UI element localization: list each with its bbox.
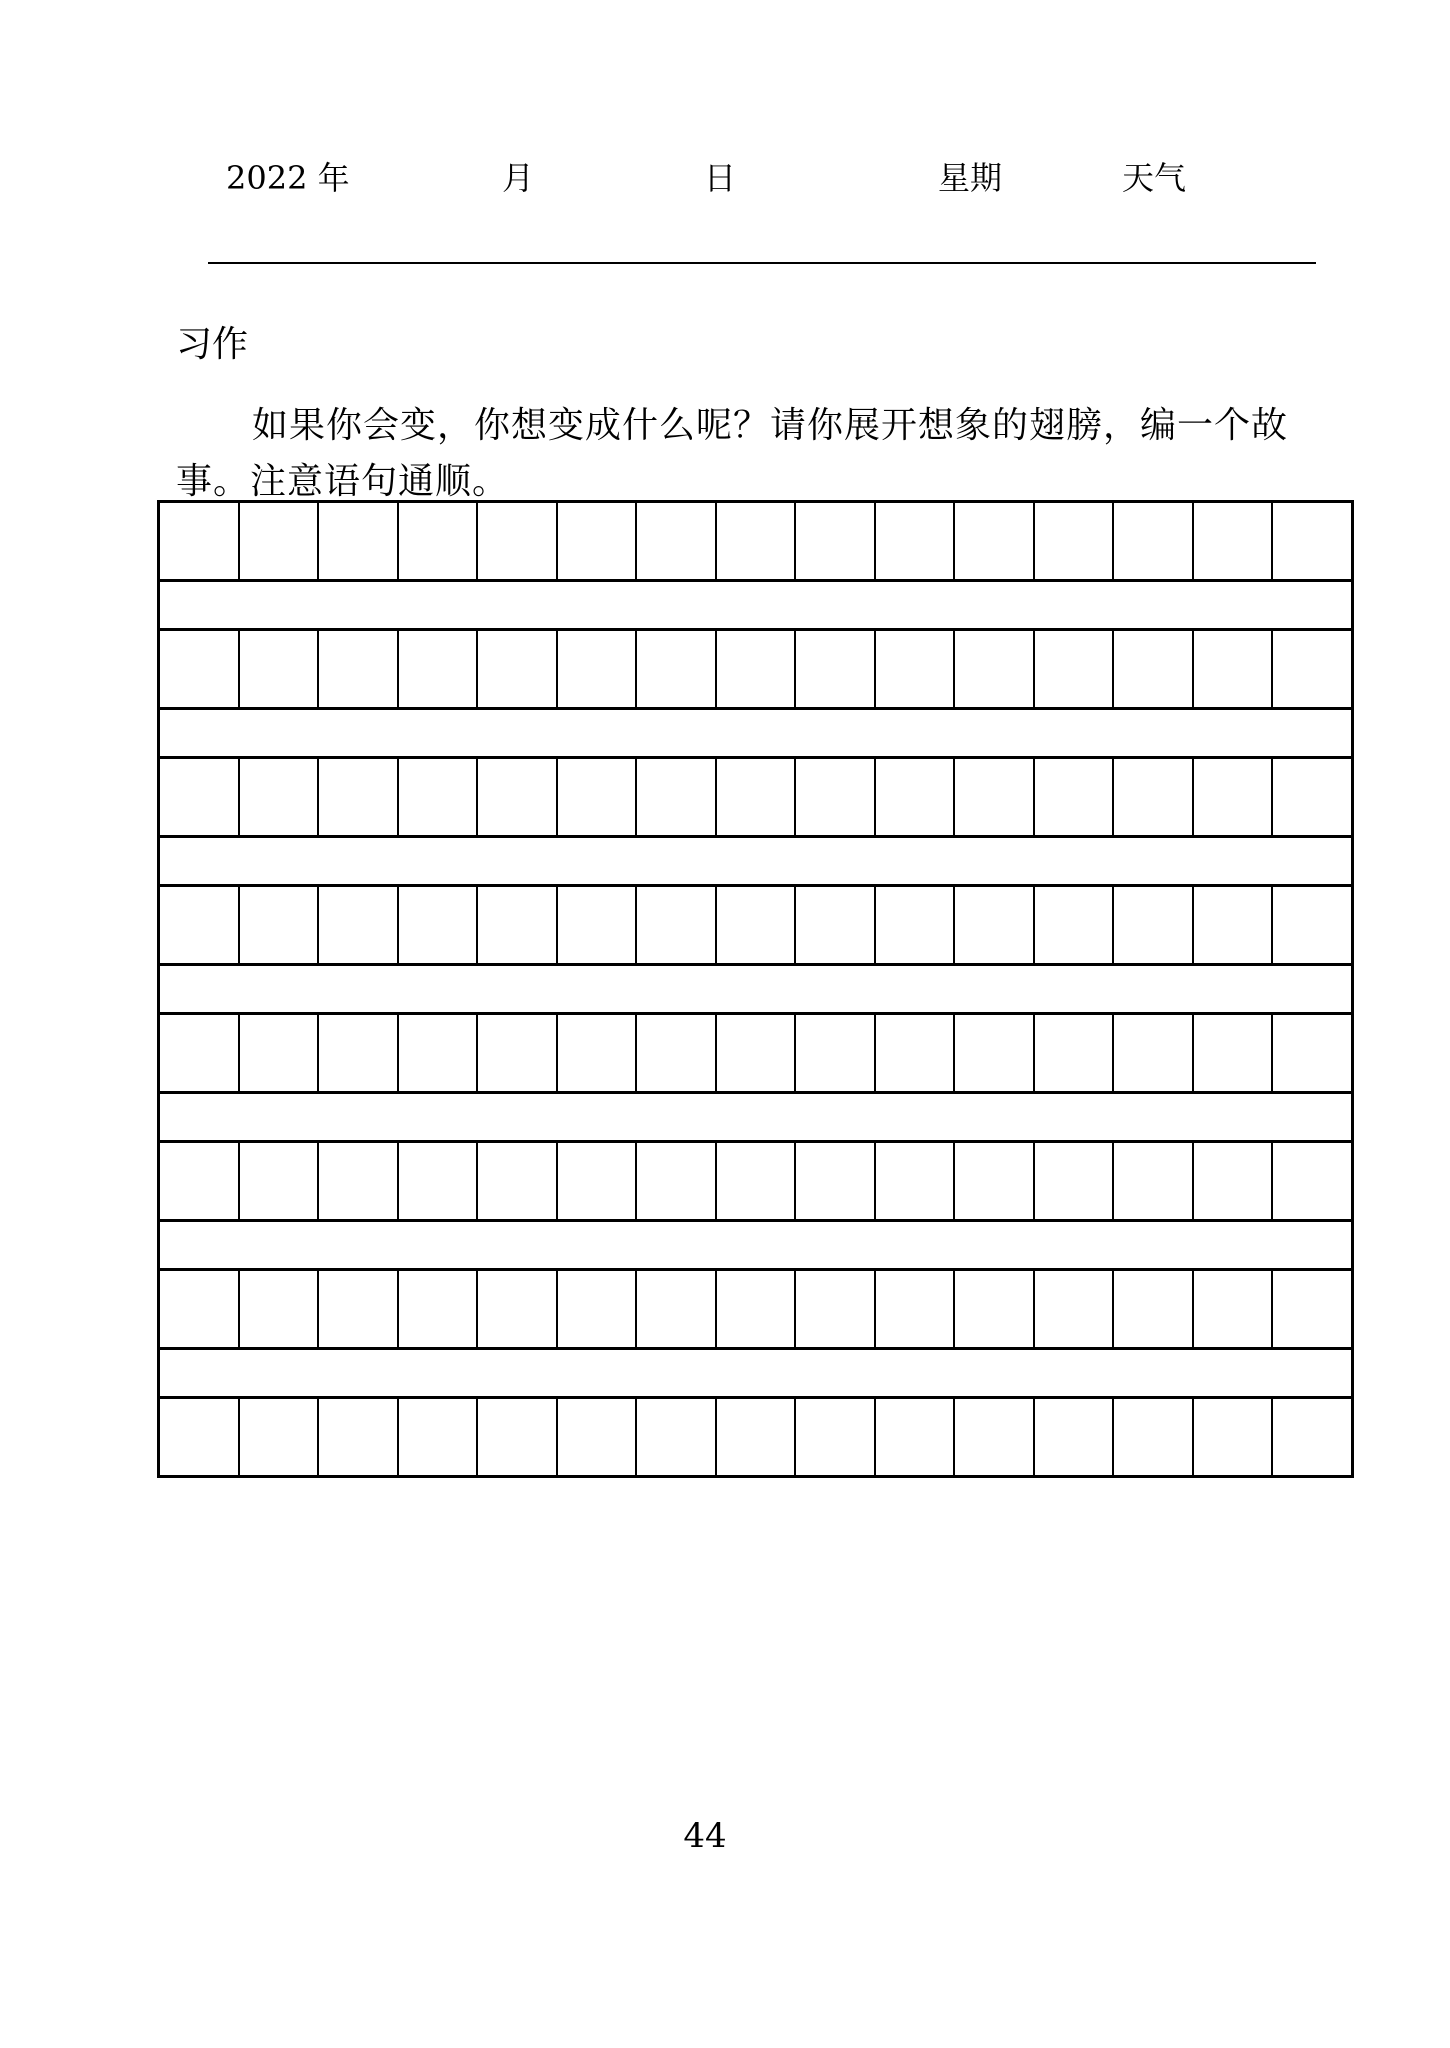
day-label: 日	[704, 159, 737, 197]
section-title: 习作	[176, 324, 249, 365]
grid-cell[interactable]	[1114, 1143, 1194, 1219]
grid-cell[interactable]	[717, 1271, 797, 1347]
grid-cell[interactable]	[240, 887, 320, 963]
grid-cell[interactable]	[399, 887, 479, 963]
grid-cell[interactable]	[160, 1399, 240, 1475]
grid-row	[157, 1268, 1354, 1350]
grid-cell[interactable]	[1273, 759, 1351, 835]
grid-cell[interactable]	[319, 1399, 399, 1475]
grid-cell[interactable]	[876, 1271, 956, 1347]
grid-cell[interactable]	[240, 1271, 320, 1347]
grid-cell[interactable]	[717, 759, 797, 835]
grid-cell[interactable]	[1273, 1399, 1351, 1475]
grid-cell[interactable]	[1035, 1399, 1115, 1475]
grid-cell[interactable]	[319, 887, 399, 963]
grid-cell[interactable]	[478, 503, 558, 579]
grid-cell[interactable]	[399, 759, 479, 835]
grid-cell[interactable]	[876, 1015, 956, 1091]
grid-row	[157, 1012, 1354, 1094]
grid-row-gap	[157, 1350, 1354, 1396]
grid-row-gap	[157, 582, 1354, 628]
grid-cell[interactable]	[955, 1271, 1035, 1347]
grid-cell[interactable]	[1194, 887, 1274, 963]
grid-cell[interactable]	[1114, 887, 1194, 963]
grid-cell[interactable]	[558, 503, 638, 579]
grid-cell[interactable]	[796, 631, 876, 707]
grid-cell[interactable]	[1114, 631, 1194, 707]
grid-cell[interactable]	[160, 1271, 240, 1347]
grid-cell[interactable]	[319, 1271, 399, 1347]
grid-row	[157, 1140, 1354, 1222]
grid-cell[interactable]	[1194, 759, 1274, 835]
grid-cell[interactable]	[1035, 631, 1115, 707]
grid-cell[interactable]	[637, 1271, 717, 1347]
grid-cell[interactable]	[796, 1015, 876, 1091]
grid-cell[interactable]	[717, 1143, 797, 1219]
grid-cell[interactable]	[319, 759, 399, 835]
grid-row	[157, 884, 1354, 966]
grid-cell[interactable]	[1035, 1143, 1115, 1219]
grid-cell[interactable]	[319, 1143, 399, 1219]
grid-cell[interactable]	[399, 1271, 479, 1347]
page-number: 44	[683, 1816, 727, 1856]
grid-cell[interactable]	[796, 759, 876, 835]
grid-cell[interactable]	[717, 1015, 797, 1091]
grid-cell[interactable]	[796, 887, 876, 963]
grid-cell[interactable]	[1273, 503, 1351, 579]
grid-cell[interactable]	[558, 1399, 638, 1475]
grid-cell[interactable]	[160, 503, 240, 579]
grid-cell[interactable]	[1194, 1399, 1274, 1475]
year-label: 2022 年	[226, 159, 350, 197]
grid-cell[interactable]	[955, 1015, 1035, 1091]
grid-cell[interactable]	[876, 887, 956, 963]
grid-cell[interactable]	[637, 631, 717, 707]
grid-cell[interactable]	[478, 631, 558, 707]
grid-cell[interactable]	[478, 887, 558, 963]
grid-cell[interactable]	[1273, 1015, 1351, 1091]
grid-row	[157, 756, 1354, 838]
grid-cell[interactable]	[1194, 503, 1274, 579]
grid-cell[interactable]	[796, 1399, 876, 1475]
grid-cell[interactable]	[637, 1015, 717, 1091]
grid-cell[interactable]	[637, 887, 717, 963]
grid-row-gap	[157, 838, 1354, 884]
grid-cell[interactable]	[1035, 503, 1115, 579]
grid-row-gap	[157, 1094, 1354, 1140]
grid-cell[interactable]	[160, 1015, 240, 1091]
grid-cell[interactable]	[240, 503, 320, 579]
grid-cell[interactable]	[1194, 1015, 1274, 1091]
grid-cell[interactable]	[1035, 887, 1115, 963]
grid-cell[interactable]	[319, 631, 399, 707]
grid-cell[interactable]	[1114, 759, 1194, 835]
grid-cell[interactable]	[160, 1143, 240, 1219]
grid-cell[interactable]	[955, 1143, 1035, 1219]
grid-cell[interactable]	[637, 1143, 717, 1219]
writing-prompt: 如果你会变，你想变成什么呢？请你展开想象的翅膀，编一个故事。注意语句通顺。	[176, 405, 1289, 502]
grid-cell[interactable]	[637, 1399, 717, 1475]
grid-cell[interactable]	[399, 1143, 479, 1219]
grid-cell[interactable]	[1194, 1143, 1274, 1219]
grid-cell[interactable]	[240, 1399, 320, 1475]
grid-cell[interactable]	[637, 759, 717, 835]
grid-cell[interactable]	[796, 1271, 876, 1347]
grid-cell[interactable]	[558, 631, 638, 707]
grid-cell[interactable]	[240, 1015, 320, 1091]
grid-cell[interactable]	[319, 1015, 399, 1091]
grid-cell[interactable]	[1114, 1015, 1194, 1091]
grid-cell[interactable]	[955, 887, 1035, 963]
grid-cell[interactable]	[876, 631, 956, 707]
grid-cell[interactable]	[558, 1143, 638, 1219]
grid-cell[interactable]	[240, 631, 320, 707]
grid-cell[interactable]	[478, 759, 558, 835]
grid-cell[interactable]	[319, 503, 399, 579]
grid-cell[interactable]	[1273, 1143, 1351, 1219]
grid-cell[interactable]	[558, 1271, 638, 1347]
grid-cell[interactable]	[876, 503, 956, 579]
grid-cell[interactable]	[399, 1399, 479, 1475]
grid-row	[157, 628, 1354, 710]
grid-cell[interactable]	[478, 1271, 558, 1347]
grid-cell[interactable]	[240, 1143, 320, 1219]
grid-cell[interactable]	[955, 1399, 1035, 1475]
grid-cell[interactable]	[637, 503, 717, 579]
grid-cell[interactable]	[1035, 759, 1115, 835]
grid-cell[interactable]	[876, 1399, 956, 1475]
grid-cell[interactable]	[1035, 1271, 1115, 1347]
grid-cell[interactable]	[717, 631, 797, 707]
grid-cell[interactable]	[558, 887, 638, 963]
grid-cell[interactable]	[478, 1015, 558, 1091]
grid-cell[interactable]	[558, 759, 638, 835]
grid-cell[interactable]	[1114, 503, 1194, 579]
grid-row-gap	[157, 1222, 1354, 1268]
grid-row-gap	[157, 710, 1354, 756]
grid-cell[interactable]	[955, 503, 1035, 579]
grid-cell[interactable]	[478, 1143, 558, 1219]
grid-row	[157, 1396, 1354, 1478]
grid-cell[interactable]	[1194, 1271, 1274, 1347]
grid-cell[interactable]	[717, 503, 797, 579]
grid-cell[interactable]	[876, 1143, 956, 1219]
grid-cell[interactable]	[399, 1015, 479, 1091]
grid-cell[interactable]	[1273, 631, 1351, 707]
grid-cell[interactable]	[955, 759, 1035, 835]
grid-cell[interactable]	[1273, 887, 1351, 963]
grid-cell[interactable]	[1194, 631, 1274, 707]
writing-grid	[157, 500, 1354, 1478]
grid-cell[interactable]	[796, 1143, 876, 1219]
grid-cell[interactable]	[160, 631, 240, 707]
grid-cell[interactable]	[478, 1399, 558, 1475]
month-label: 月	[502, 159, 535, 197]
grid-cell[interactable]	[1114, 1271, 1194, 1347]
grid-row-gap	[157, 966, 1354, 1012]
weather-label: 天气	[1122, 159, 1187, 197]
grid-row	[157, 500, 1354, 582]
grid-cell[interactable]	[1273, 1271, 1351, 1347]
grid-cell[interactable]	[717, 887, 797, 963]
grid-cell[interactable]	[1035, 1015, 1115, 1091]
grid-cell[interactable]	[558, 1015, 638, 1091]
grid-cell[interactable]	[876, 759, 956, 835]
header-divider	[208, 262, 1316, 264]
grid-cell[interactable]	[955, 631, 1035, 707]
grid-cell[interactable]	[240, 759, 320, 835]
grid-cell[interactable]	[796, 503, 876, 579]
grid-cell[interactable]	[399, 503, 479, 579]
grid-cell[interactable]	[160, 759, 240, 835]
grid-cell[interactable]	[717, 1399, 797, 1475]
grid-cell[interactable]	[1114, 1399, 1194, 1475]
grid-cell[interactable]	[160, 887, 240, 963]
weekday-label: 星期	[938, 159, 1003, 197]
grid-cell[interactable]	[399, 631, 479, 707]
